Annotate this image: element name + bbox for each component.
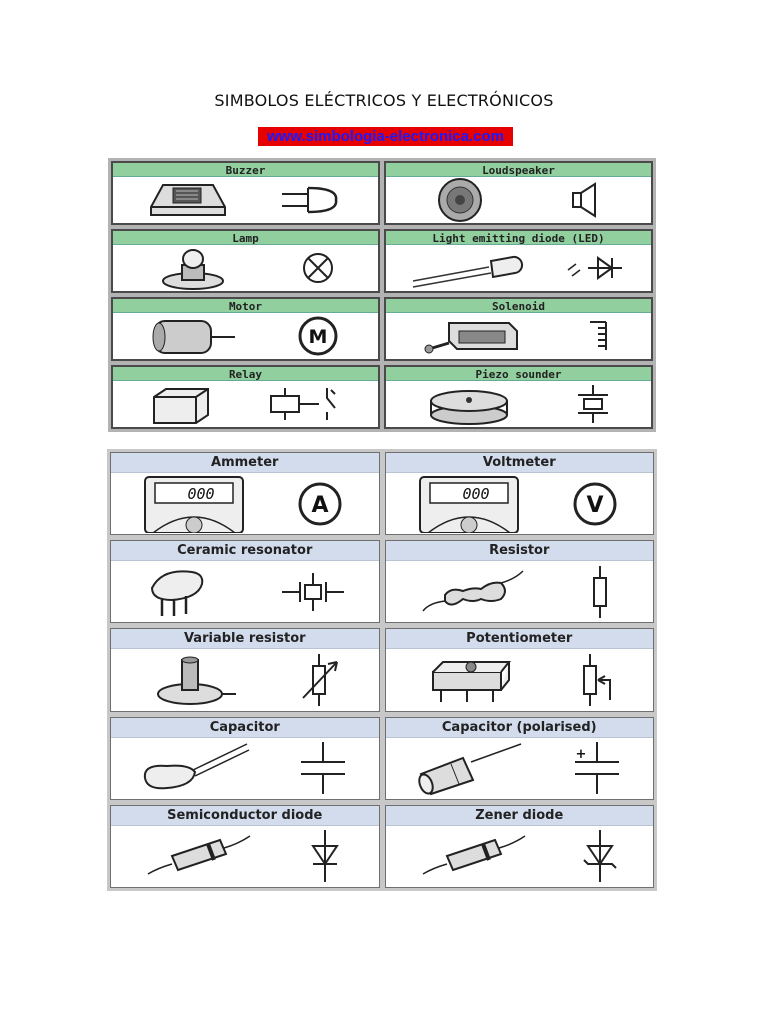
symbol-cell-piezo-sounder bbox=[384, 365, 653, 429]
resistor-icon bbox=[419, 567, 529, 617]
solenoid-symbol-icon bbox=[578, 316, 618, 356]
piezo-icon bbox=[419, 381, 519, 427]
symbol-cell-voltmeter bbox=[385, 452, 655, 535]
ammeter-symbol-icon bbox=[290, 479, 350, 529]
lamp-symbol-icon bbox=[293, 248, 343, 288]
symbol-cell-solenoid bbox=[384, 297, 653, 361]
voltmeter-symbol-icon bbox=[565, 479, 625, 529]
capacitor-symbol-icon bbox=[293, 740, 353, 796]
cell-label: Relay bbox=[113, 367, 378, 381]
document-title: SIMBOLOS ELÉCTRICOS Y ELECTRÓNICOS bbox=[214, 91, 554, 110]
plus-sign-text: + bbox=[575, 747, 587, 763]
symbol-cell-relay bbox=[111, 365, 380, 429]
multimeter-icon bbox=[414, 475, 524, 533]
polarised-capacitor-icon bbox=[411, 740, 531, 796]
lamp-icon bbox=[148, 245, 238, 291]
cell-label: Solenoid bbox=[386, 299, 651, 313]
zener-diode-symbol-icon bbox=[580, 828, 620, 884]
meter-display-text: 000 bbox=[462, 484, 490, 503]
website-link[interactable]: www.simbologia-electronica.com bbox=[258, 127, 513, 146]
cell-label: Zener diode bbox=[386, 806, 654, 826]
loudspeaker-icon bbox=[424, 177, 504, 223]
cell-label: Buzzer bbox=[113, 163, 378, 177]
multimeter-icon bbox=[139, 475, 249, 533]
cell-label: Potentiometer bbox=[386, 629, 654, 649]
potentiometer-icon bbox=[419, 652, 519, 708]
cell-label: Voltmeter bbox=[386, 453, 654, 473]
variable-resistor-symbol-icon bbox=[295, 652, 345, 708]
symbol-cell-loudspeaker bbox=[384, 161, 653, 225]
diode-symbol-icon bbox=[305, 828, 345, 884]
symbol-cell-capacitor bbox=[110, 717, 380, 800]
capacitor-icon bbox=[137, 740, 257, 796]
polarised-capacitor-symbol-icon bbox=[567, 740, 627, 796]
piezo-symbol-icon bbox=[568, 383, 618, 425]
symbol-cell-capacitor-polarised bbox=[385, 717, 655, 800]
diode-icon bbox=[144, 828, 254, 884]
symbol-cell-buzzer bbox=[111, 161, 380, 225]
resonator-icon bbox=[142, 564, 232, 620]
zener-diode-icon bbox=[419, 828, 529, 884]
cell-label: Ceramic resonator bbox=[111, 541, 379, 561]
solenoid-icon bbox=[419, 313, 529, 359]
symbol-cell-resistor bbox=[385, 540, 655, 623]
symbol-cell-semiconductor-diode bbox=[110, 805, 380, 888]
loudspeaker-symbol-icon bbox=[563, 180, 613, 220]
buzzer-symbol-icon bbox=[278, 180, 348, 220]
motor-icon bbox=[143, 313, 243, 359]
meter-display-text: 000 bbox=[187, 484, 215, 503]
cell-label: Light emitting diode (LED) bbox=[386, 231, 651, 245]
cell-label: Motor bbox=[113, 299, 378, 313]
resonator-symbol-icon bbox=[278, 569, 348, 615]
relay-icon bbox=[138, 381, 228, 427]
led-symbol-icon bbox=[558, 248, 628, 288]
symbol-cell-variable-resistor bbox=[110, 628, 380, 711]
cell-label: Loudspeaker bbox=[386, 163, 651, 177]
potentiometer-symbol-icon bbox=[570, 652, 620, 708]
cell-label: Lamp bbox=[113, 231, 378, 245]
buzzer-icon bbox=[143, 177, 233, 223]
cell-label: Semiconductor diode bbox=[111, 806, 379, 826]
motor-symbol-text: M bbox=[308, 326, 328, 348]
led-icon bbox=[409, 245, 529, 291]
ammeter-symbol-text: A bbox=[311, 492, 329, 518]
symbol-cell-potentiometer bbox=[385, 628, 655, 711]
symbol-cell-led bbox=[384, 229, 653, 293]
symbol-cell-zener-diode bbox=[385, 805, 655, 888]
variable-resistor-icon bbox=[144, 652, 244, 708]
resistor-symbol-icon bbox=[580, 564, 620, 620]
cell-label: Variable resistor bbox=[111, 629, 379, 649]
symbol-cell-ceramic-resonator bbox=[110, 540, 380, 623]
cell-label: Capacitor (polarised) bbox=[386, 718, 654, 738]
cell-label: Resistor bbox=[386, 541, 654, 561]
cell-label: Capacitor bbox=[111, 718, 379, 738]
relay-symbol-icon bbox=[263, 384, 353, 424]
symbol-cell-ammeter bbox=[110, 452, 380, 535]
voltmeter-symbol-text: V bbox=[586, 492, 604, 518]
symbol-cell-lamp bbox=[111, 229, 380, 293]
symbol-cell-motor bbox=[111, 297, 380, 361]
cell-label: Piezo sounder bbox=[386, 367, 651, 381]
top-symbol-panel bbox=[108, 158, 656, 432]
bottom-symbol-panel bbox=[107, 449, 657, 891]
cell-label: Ammeter bbox=[111, 453, 379, 473]
motor-symbol-icon bbox=[288, 315, 348, 357]
